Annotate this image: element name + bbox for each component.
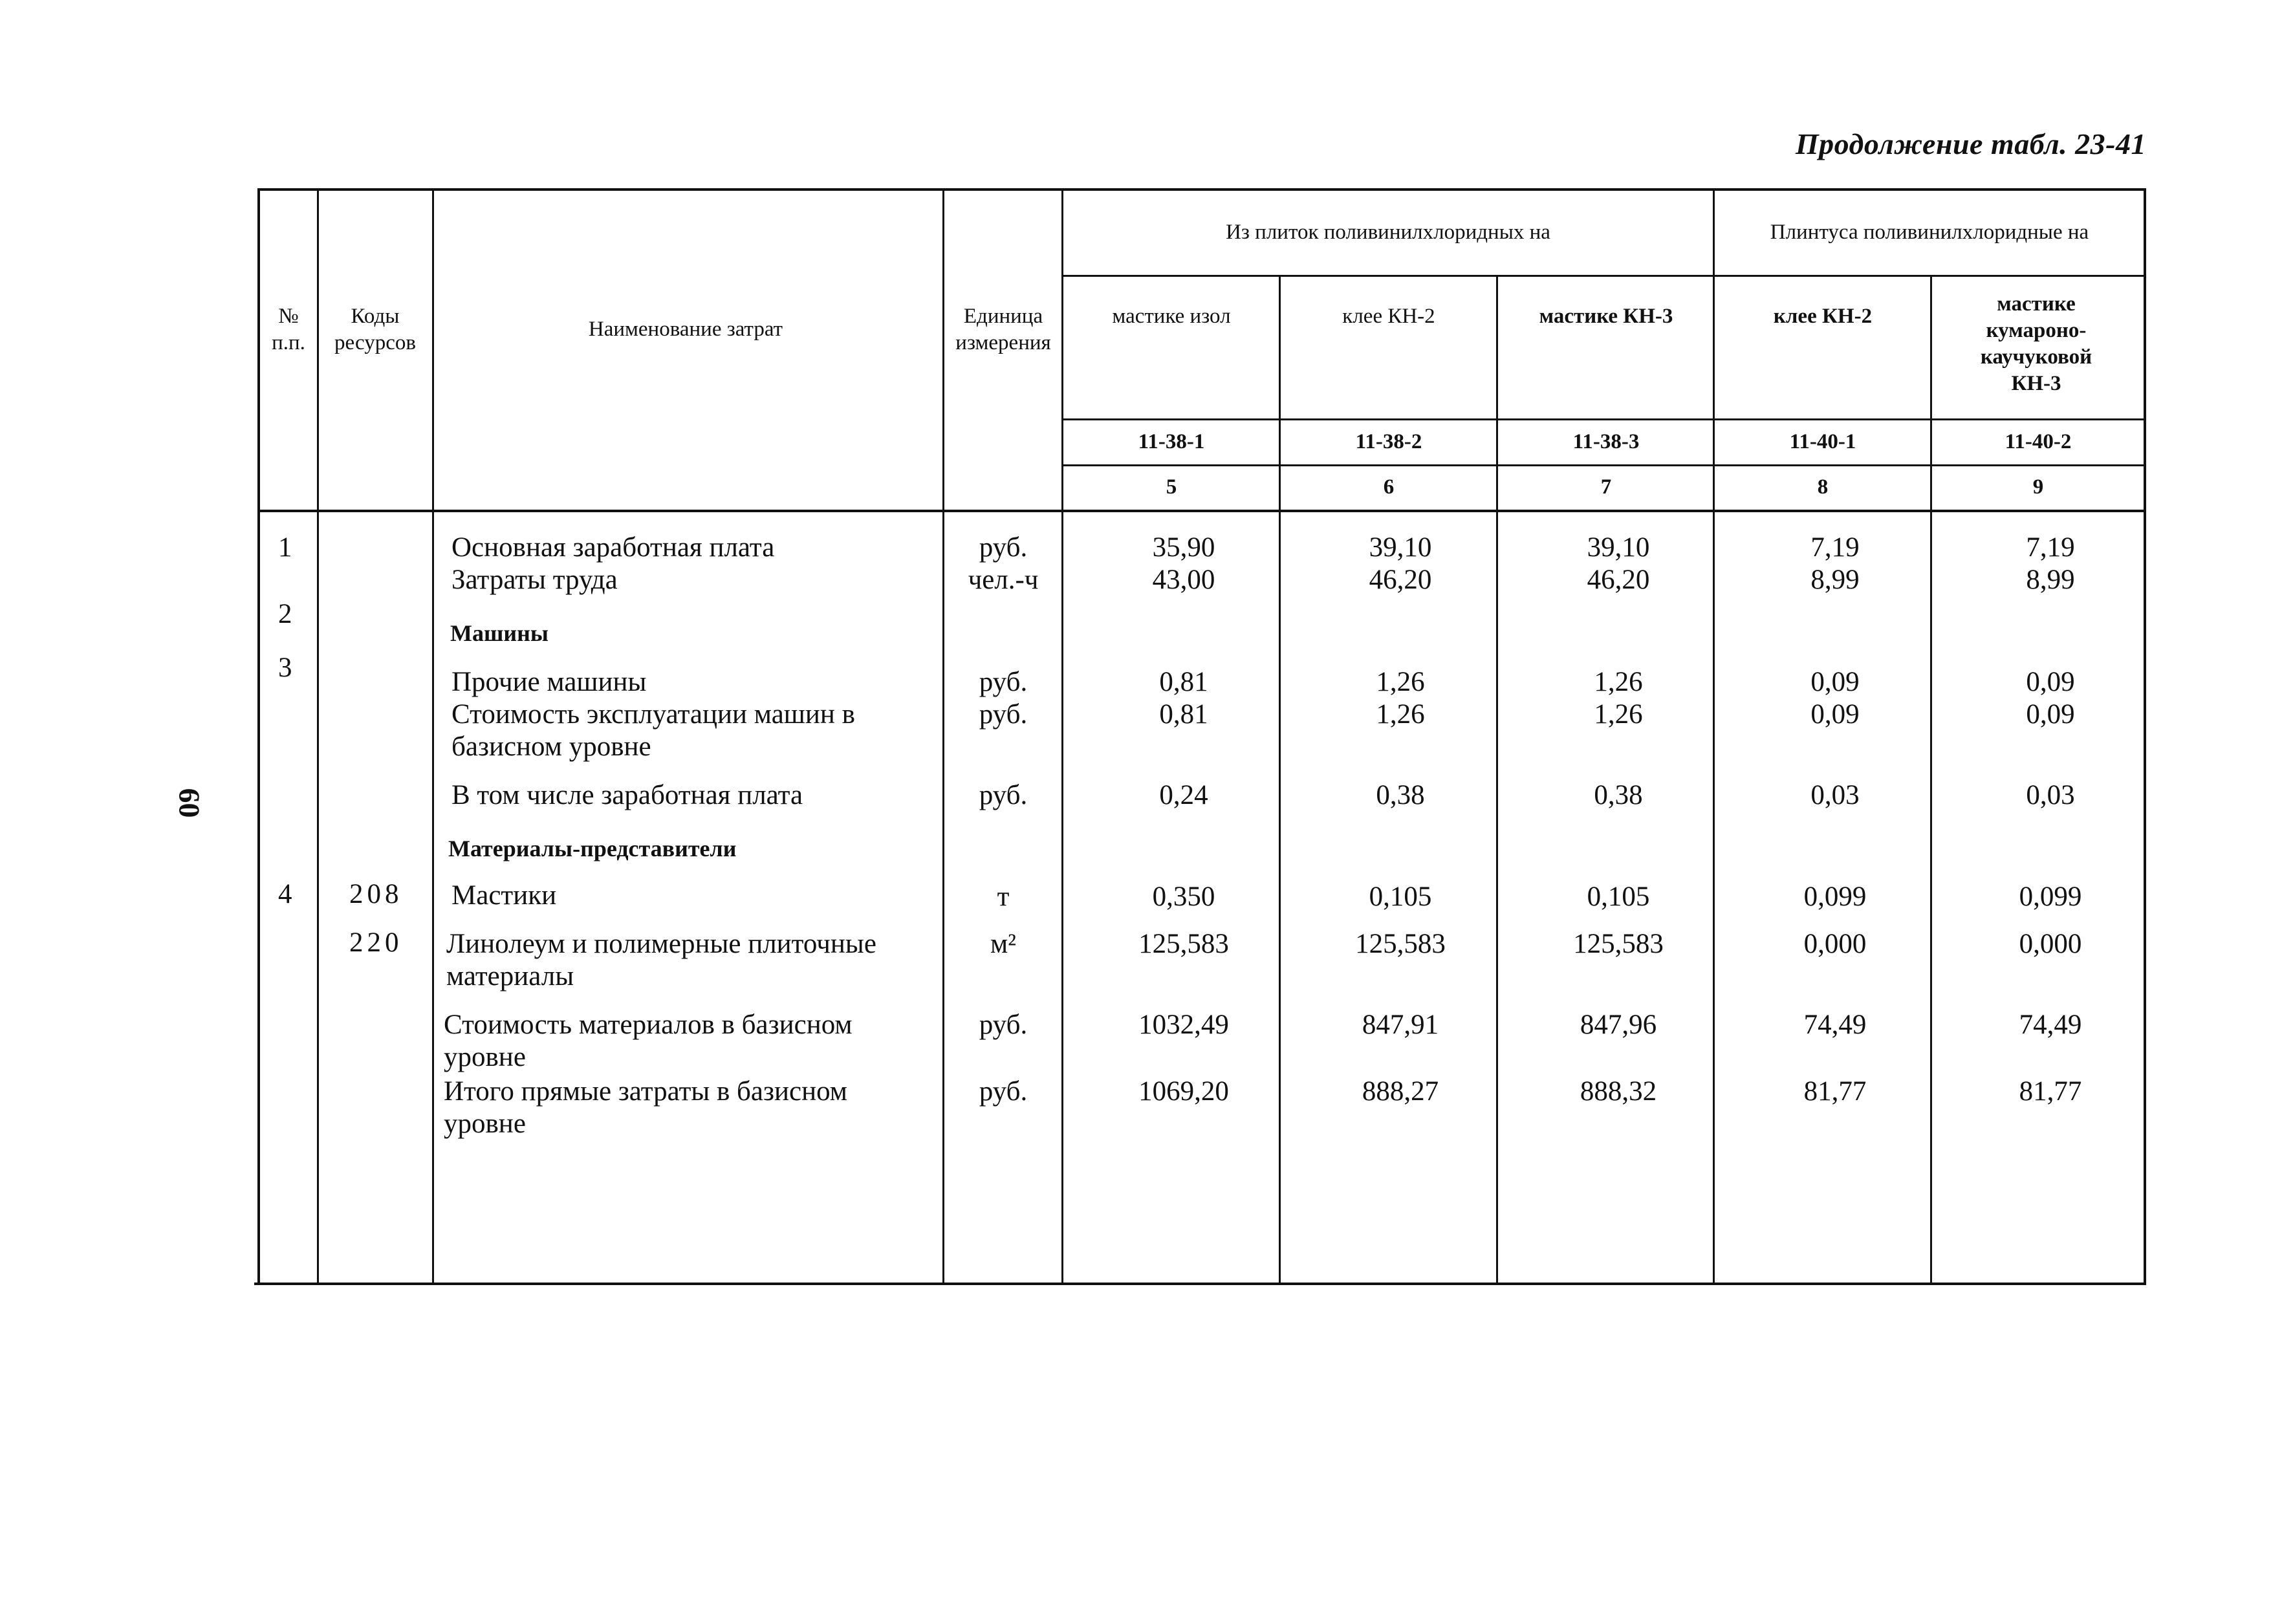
header-code-2: 11-38-2 [1355, 430, 1422, 454]
row-value: 847,91 [1362, 1010, 1439, 1040]
row-value: 7,19 [1810, 532, 1860, 563]
row-value: 39,10 [1587, 532, 1650, 563]
col-divider [942, 188, 944, 1285]
header-code-1: 11-38-1 [1138, 430, 1205, 454]
header-num-8: 8 [1817, 475, 1829, 499]
row-unit: руб. [979, 532, 1028, 563]
row-value: 35,90 [1152, 532, 1215, 563]
row-value: 0,03 [1810, 780, 1860, 810]
row-value: 1,26 [1594, 667, 1643, 697]
row-value: 888,32 [1580, 1076, 1657, 1107]
row-value: 125,583 [1355, 929, 1446, 959]
row-value: 0,03 [2026, 780, 2075, 810]
row-name: Мастики [451, 880, 557, 911]
row-unit: т [997, 882, 1010, 912]
row-unit: руб. [979, 667, 1028, 697]
row-value: 125,583 [1573, 929, 1664, 959]
header-unit: Единица измерения [955, 304, 1051, 354]
row-value: 847,96 [1580, 1010, 1657, 1040]
row-name-cont: уровне [444, 1109, 526, 1139]
row-name: Прочие машины [451, 667, 647, 697]
row-value: 0,24 [1159, 780, 1208, 810]
row-value: 74,49 [1803, 1010, 1867, 1040]
col-divider [1279, 275, 1281, 1285]
header-subcol-line [1063, 418, 2146, 420]
row-no: 1 [278, 532, 292, 563]
section-materials: Материалы-представители [448, 836, 737, 861]
row-value: 0,09 [2026, 667, 2075, 697]
row-value: 8,99 [1810, 565, 1860, 595]
row-value: 0,105 [1369, 882, 1432, 912]
row-no: 2 [278, 599, 292, 629]
row-value: 8,99 [2026, 565, 2075, 595]
row-no: 3 [278, 653, 292, 683]
row-code: 208 [349, 879, 403, 909]
header-group-line [1063, 275, 2146, 277]
header-sub-3: мастике КН-3 [1539, 305, 1673, 329]
header-num-7: 7 [1600, 475, 1612, 499]
row-unit: чел.-ч [968, 565, 1039, 595]
row-unit: м² [990, 929, 1017, 959]
header-sub-2: клее КН-2 [1342, 305, 1435, 329]
row-value: 81,77 [2019, 1076, 2082, 1107]
row-value: 0,09 [1810, 699, 1860, 730]
header-code-5: 11-40-2 [2005, 430, 2072, 454]
col-divider [1496, 275, 1498, 1285]
row-name: Линолеум и полимерные плиточные [446, 929, 876, 959]
table-top-border [259, 188, 2146, 191]
row-name: Стоимость материалов в базисном [444, 1010, 853, 1040]
row-value: 39,10 [1369, 532, 1432, 563]
row-name: Итого прямые затраты в базисном [444, 1076, 848, 1107]
row-value: 0,000 [1803, 929, 1867, 959]
header-group-tiles: Из плиток поливинилхлоридных на [1226, 221, 1550, 244]
col-divider [1930, 275, 1932, 1285]
row-no: 4 [278, 879, 292, 909]
col-divider [1061, 188, 1063, 1285]
row-value: 1032,49 [1138, 1010, 1229, 1040]
row-unit: руб. [979, 780, 1028, 810]
table-left-border [257, 188, 260, 1285]
header-sub-1: мастике изол [1112, 305, 1231, 329]
row-name-cont: уровне [444, 1042, 526, 1072]
header-num-9: 9 [2032, 475, 2044, 499]
row-value: 0,81 [1159, 667, 1208, 697]
row-value: 43,00 [1152, 565, 1215, 595]
header-code-line [1063, 464, 2146, 466]
header-no: № п.п. [272, 304, 305, 354]
row-value: 1,26 [1594, 699, 1643, 730]
row-value: 0,000 [2019, 929, 2082, 959]
header-group-plinths: Плинтуса поливинилхлоридные на [1770, 221, 2089, 244]
row-value: 7,19 [2026, 532, 2075, 563]
row-value: 888,27 [1362, 1076, 1439, 1107]
row-value: 1069,20 [1138, 1076, 1229, 1107]
col-divider [1713, 188, 1715, 1285]
row-code: 220 [349, 927, 403, 958]
row-value: 0,09 [2026, 699, 2075, 730]
row-name: Стоимость эксплуатации машин в [451, 699, 855, 730]
table-bottom-border [254, 1283, 2146, 1285]
header-sub-5: мастике кумароно-каучуковой КН-3 [1980, 292, 2092, 396]
row-value: 0,09 [1810, 667, 1860, 697]
page-number: 60 [173, 788, 206, 818]
row-name-cont: базисном уровне [451, 731, 651, 762]
header-num-5: 5 [1166, 475, 1177, 499]
row-value: 1,26 [1376, 667, 1425, 697]
page-title: Продолжение табл. 23-41 [1795, 127, 2146, 160]
col-divider [317, 188, 319, 1285]
header-bottom-border [259, 510, 2146, 512]
section-machines: Машины [450, 620, 549, 646]
header-code-3: 11-38-3 [1572, 430, 1640, 454]
row-unit: руб. [979, 699, 1028, 730]
row-name: Затраты труда [451, 565, 618, 595]
header-num-6: 6 [1383, 475, 1395, 499]
row-value: 74,49 [2019, 1010, 2082, 1040]
row-value: 0,099 [2019, 882, 2082, 912]
row-value: 0,350 [1152, 882, 1215, 912]
row-value: 0,38 [1376, 780, 1425, 810]
row-value: 0,81 [1159, 699, 1208, 730]
row-value: 81,77 [1803, 1076, 1867, 1107]
table-right-border [2144, 188, 2146, 1285]
row-value: 1,26 [1376, 699, 1425, 730]
row-unit: руб. [979, 1076, 1028, 1107]
row-value: 0,099 [1803, 882, 1867, 912]
header-code-4: 11-40-1 [1789, 430, 1856, 454]
header-name: Наименование затрат [588, 318, 783, 341]
row-name: В том числе заработная плата [451, 780, 803, 810]
header-codes: Коды ресурсов [334, 304, 416, 354]
row-unit: руб. [979, 1010, 1028, 1040]
row-value: 46,20 [1587, 565, 1650, 595]
row-value: 125,583 [1138, 929, 1229, 959]
row-name-cont: материалы [446, 961, 574, 991]
row-value: 0,105 [1587, 882, 1650, 912]
col-divider [432, 188, 434, 1285]
row-name: Основная заработная плата [451, 532, 775, 563]
row-value: 46,20 [1369, 565, 1432, 595]
row-value: 0,38 [1594, 780, 1643, 810]
header-sub-4: клее КН-2 [1773, 305, 1873, 329]
